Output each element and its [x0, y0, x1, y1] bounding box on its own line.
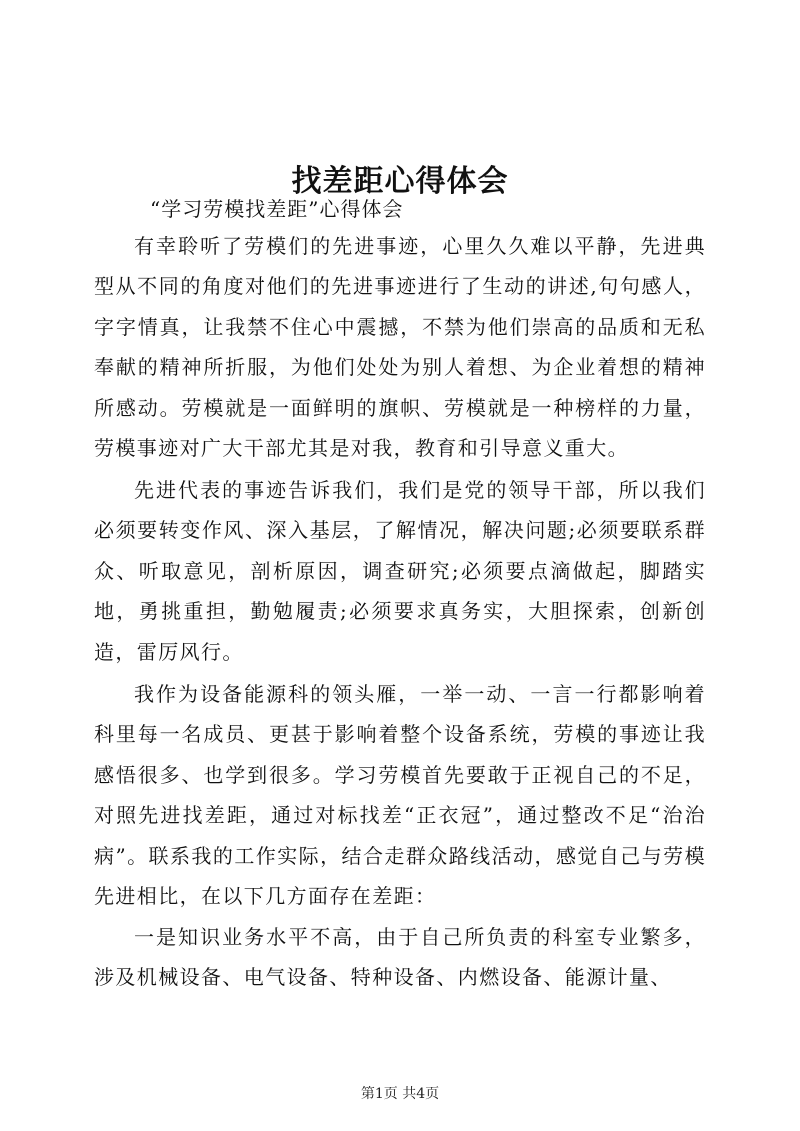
paragraph-3-block	[94, 674, 706, 916]
document-title: 找差距心得体会	[291, 164, 509, 200]
paragraph-1-block	[94, 226, 706, 468]
paragraph: 我作为设备能源科的领头雁，一举一动、一言一行都影响着科里每一名成员、更甚于影响着整个设备系统，劳模的事迹让我感悟很多、也学到很多。学习劳模首先要敢于正视自己的不足，对照先进找差距，通过对标找差“正衣冠”，通过整改不足“治治病”。联系我的工作实际，结合走群众路线活动，感觉自己与劳模先进相比，在以下几方面存在差距：	[94, 682, 706, 909]
paragraph: 一是知识业务水平不高，由于自己所负责的科室专业繁多，涉及机械设备、电气设备、特种设备、内燃设备、能源计量、	[94, 925, 706, 990]
document-subtitle: “学习劳模找差距”心得体会	[150, 197, 404, 221]
paragraph-4-block	[94, 917, 706, 998]
paragraph: 先进代表的事迹告诉我们，我们是党的领导干部，所以我们必须要转变作风、深入基层，了解情况，解决问题;必须要联系群众、听取意见，剖析原因，调查研究;必须要点滴做起，脚踏实地，勇挑重担，勤勉履责;必须要求真务实，大胆探索，创新创造，雷厉风行。	[94, 478, 706, 664]
paragraph: 有幸聆听了劳模们的先进事迹，心里久久难以平静，先进典型从不同的角度对他们的先进事迹进行了生动的讲述,句句感人，字字情真，让我禁不住心中震撼，不禁为他们崇高的品质和无私奉献的精神所折服，为他们处处为别人着想、为企业着想的精神所感动。劳模就是一面鲜明的旗帜、劳模就是一种榜样的力量，劳模事迹对广大干部尤其是对我，教育和引导意义重大。	[94, 234, 706, 461]
page-footer: 第1页 共4页	[360, 1086, 440, 1102]
paragraph-2-block	[94, 470, 706, 672]
